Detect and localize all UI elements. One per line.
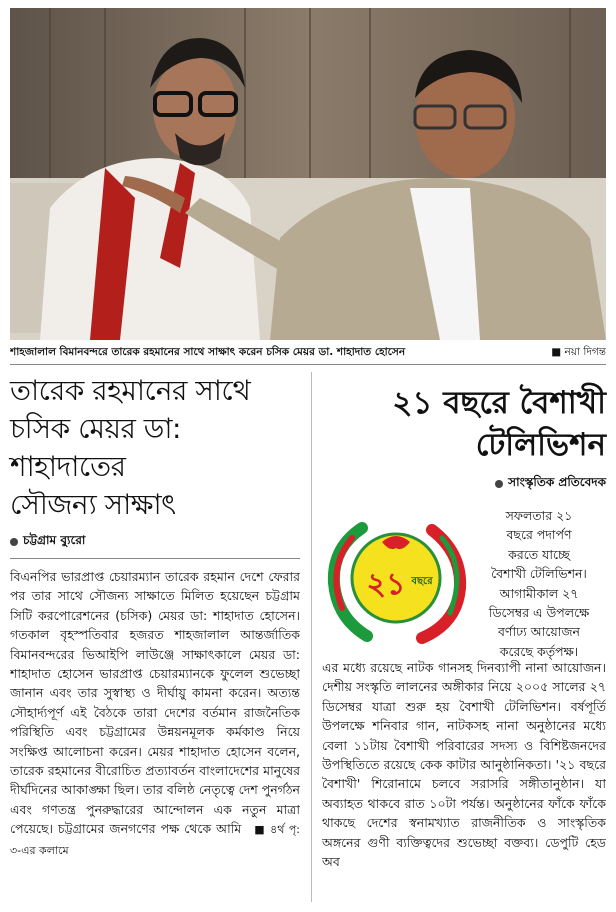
- caption-text: শাহজালাল বিমানবন্দরে তারেক রহমানের সাথে সাক্ষাৎ করেন চসিক মেয়র ডা. শাহাদাত হোসেন: [10, 345, 406, 358]
- news-photo: [10, 8, 606, 340]
- left-article-title: তারেক রহমানের সাথে চসিক মেয়র ডা: শাহাদাতের সৌজন্য সাক্ষাৎ: [10, 374, 251, 521]
- right-article-intro: সফলতার ২১ বছরে পদার্পণ করতে যাচ্ছে বৈশাখী টেলিভিশন। আগামীকাল ২৭ ডিসেম্বর এ উপলক্ষে বর্ণাঢ্য আয়োজন করেছে কর্তৃপক্ষ।: [488, 508, 590, 659]
- jump-line: ■ ৪র্থ পৃ: ৩-এর কলামে: [10, 823, 300, 857]
- right-article-title: ২১ বছরে বৈশাখী টেলিভিশন: [392, 385, 606, 463]
- left-article: [10, 372, 300, 912]
- logo-number: ২১: [366, 567, 406, 602]
- bullet-icon: [495, 480, 503, 488]
- left-byline: চট্টগ্রাম ব্যুরো: [10, 532, 300, 552]
- right-byline: সাংস্কৃতিক প্রতিবেদক: [322, 474, 606, 494]
- bullet-icon: [10, 538, 18, 546]
- photo-illustration: [10, 8, 606, 340]
- column-divider: [311, 372, 312, 902]
- right-article-body: এর মধ্যে রয়েছে নাটক গানসহ দিনব্যাপী নানা আয়োজন। দেশীয় সংস্কৃতি লালনের অঙ্গীকার নিয়ে ২০০৫ সালের ২৭ ডিসেম্বর যাত্রা শুরু হয় বৈশাখী টেলিভিশন। বর্ষপূর্তি উপলক্ষে শনিবার গান, নাটকসহ নানা অনুষ্ঠানের মধ্যে বেলা ১১টায় বৈশাখী পরিবারের সদস্য ও বিশিষ্টজনদের উপস্থিতিতে রয়েছে কেক কাটার আনুষ্ঠানিকতা। '২১ বছরে বৈশাখী' শিরোনামে চলবে সরাসরি সঙ্গীতানুষ্ঠান। যা অব্যাহত থাকবে রাত ১০টা পর্যন্ত। অনুষ্ঠানের ফাঁকে ফাঁকে থাকছে দেশের স্বনামখ্যাত রাজনীতিক ও সাংস্কৃতিক অঙ্গনের গুণী ব্যক্তিত্বদের শুভেচ্ছা বক্তব্য। ডেপুটি হেড অব: [322, 660, 606, 870]
- logo-subtext: বছরে: [411, 576, 433, 587]
- baishakhi-21-logo: [322, 508, 470, 644]
- photo-caption: [10, 343, 606, 363]
- caption-divider: [10, 364, 606, 365]
- byline-divider: [10, 558, 300, 559]
- photo-credit: ■ নয়া দিগন্ত: [551, 345, 606, 358]
- left-article-body: বিএনপির ভারপ্রাপ্ত চেয়ারম্যান তারেক রহমান দেশে ফেরার পর তার সাথে সৌজন্য সাক্ষাতে মিলিত হয়েছেন চট্টগ্রাম সিটি করপোরেশনের (চসিক) মেয়র ডা: শাহাদাত হোসেন। গতকাল বৃহস্পতিবার হজরত শাহজালাল আন্তর্জাতিক বিমানবন্দরের ভিআইপি লাউঞ্জে সাক্ষাৎকালে মেয়র ডা: শাহাদাত হোসেন ভারপ্রাপ্ত চেয়ারম্যানকে ফুলেল শুভেচ্ছা জানান এবং তার সুস্বাস্থ্য ও দীর্ঘায়ু কামনা করেন। অত্যন্ত সৌহার্দ্যপূর্ণ এই বৈঠকে তারা দেশের বর্তমান রাজনৈতিক পরিস্থিতি এবং চট্টগ্রামের উন্নয়নমূলক কর্মকাণ্ড নিয়ে সংক্ষিপ্ত আলোচনা করেন। মেয়র শাহাদাত হোসেন বলেন, তারেক রহমানের বীরোচিত প্রত্যাবর্তন বাংলাদেশের মানুষের দীর্ঘদিনের আকাঙ্ক্ষা ছিল। তার বলিষ্ঠ নেতৃত্বে দেশ পুনর্গঠন এবং গণতন্ত্র পুনরুদ্ধারের আন্দোলন এক নতুন মাত্রা পেয়েছে। চট্টগ্রামের জনগণের পক্ষ থেকে আমি ■ ৪র্থ পৃ: ৩-এর কলামে: [10, 569, 300, 857]
- right-article-header: [322, 382, 606, 494]
